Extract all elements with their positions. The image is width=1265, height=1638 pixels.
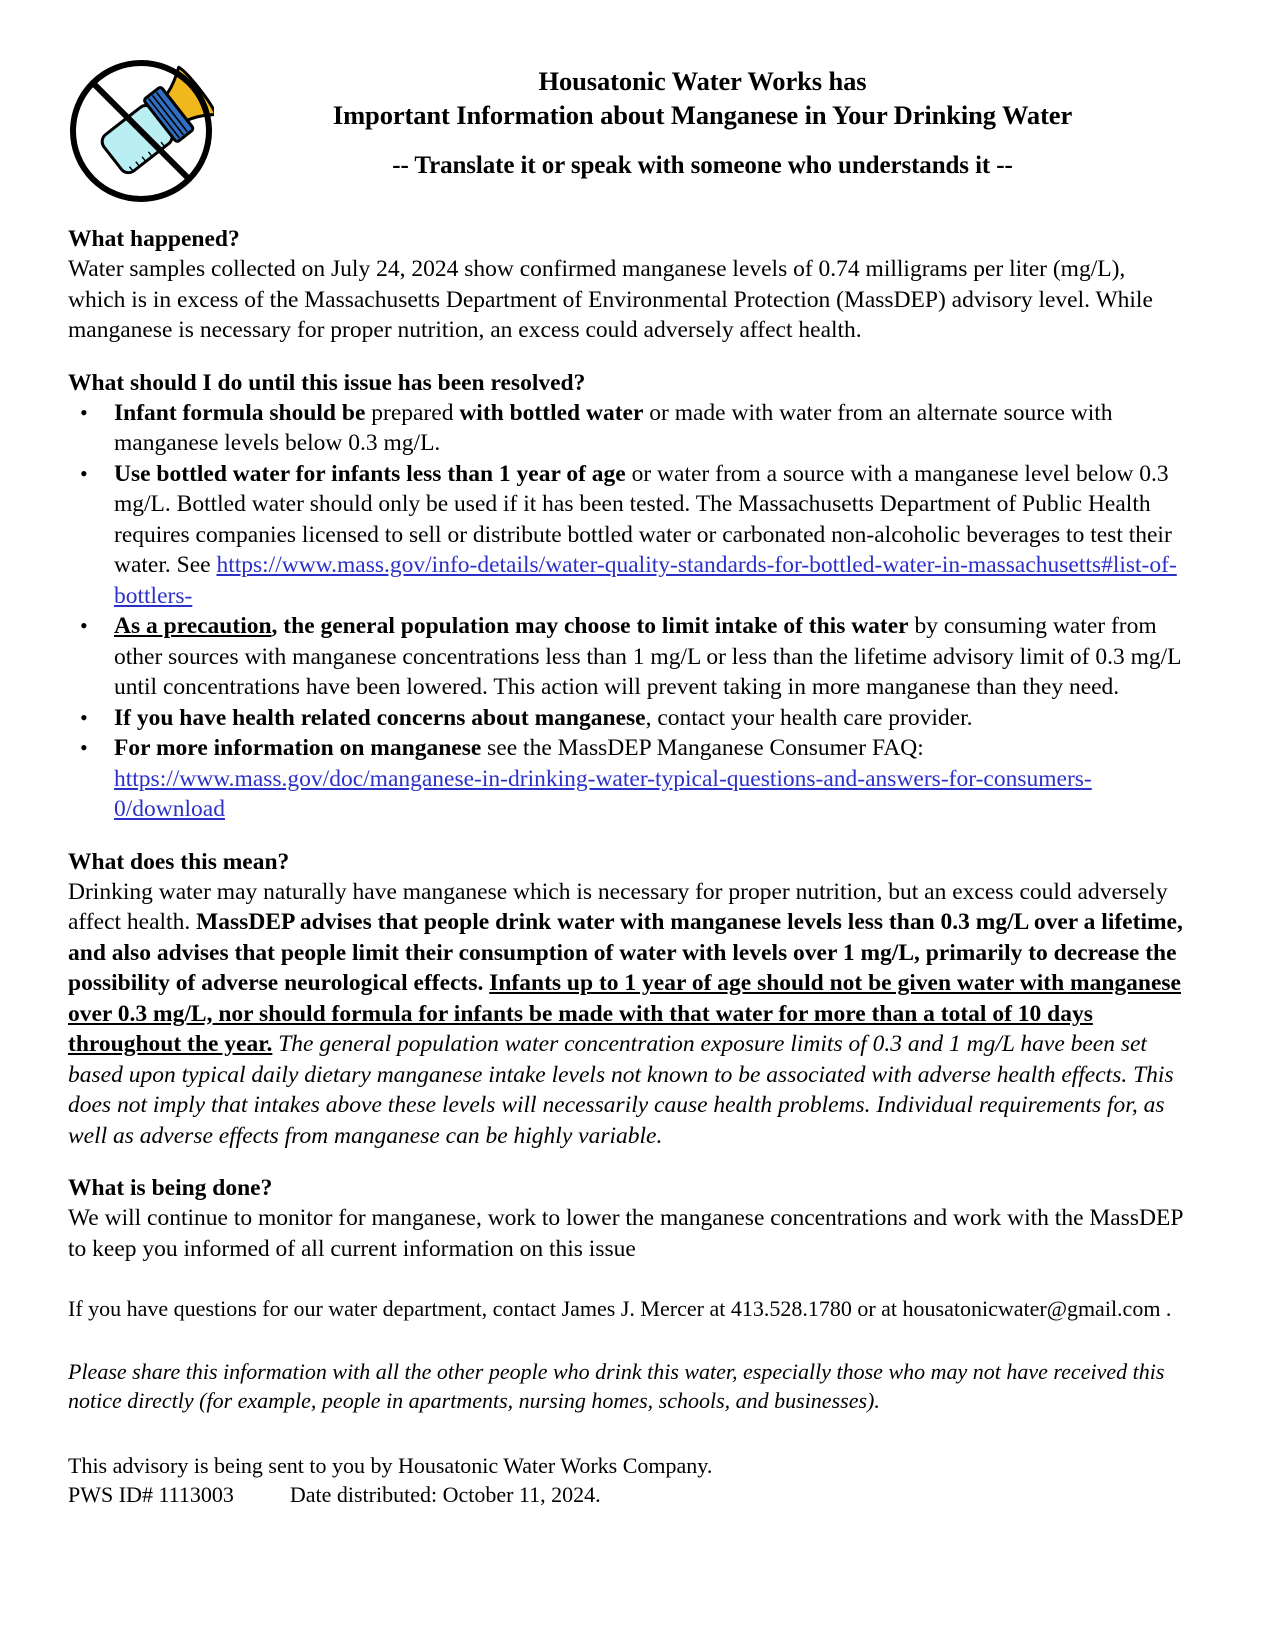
bullet3-plain-1: by consuming water from other sources with manganese concentrations less than 1 mg/L or less than the lifetime advisory limit of 0.3 mg/L until concentrations have been lowered. This action will prevent taking in more manganese than they need.: [114, 613, 1181, 700]
bullet1-bold-2: with bottled water: [459, 399, 644, 426]
footer-line-1: This advisory is being sent to you by Housatonic Water Works Company.: [68, 1453, 713, 1478]
link-bottled-water-standards[interactable]: https://www.mass.gov/info-details/water-quality-standards-for-bottled-water-in-massachusetts#list-of-bottlers-: [114, 552, 1177, 609]
bullet4-bold-1: If you have health related concerns about manganese: [114, 704, 646, 731]
section-what-does-this-mean: [68, 847, 1187, 1152]
bullet5-plain-1: see the MassDEP Manganese Consumer FAQ:: [481, 735, 924, 761]
bullet2-bold-1: Use bottled water for infants less than 1 year of age: [114, 460, 626, 487]
list-item-more-information: [68, 733, 1187, 825]
pws-id: PWS ID# 1113003: [68, 1482, 234, 1507]
title-line-3: -- Translate it or speak with someone who understands it --: [392, 152, 1013, 179]
page-title: [68, 44, 1187, 183]
list-item-bottled-water-infants: [68, 459, 1187, 612]
bullet1-plain-2: or made with water from an alternate source with manganese levels below 0.3 mg/L.: [114, 399, 1113, 456]
title-line-1: Housatonic Water Works has: [538, 66, 867, 96]
title-line-2: Important Information about Manganese in Your Drinking Water: [332, 100, 1073, 130]
bullet4-plain-1: , contact your health care provider.: [645, 704, 973, 731]
paragraph-what-does-this-mean: [68, 877, 1187, 1152]
footer-identifiers: [68, 1480, 1187, 1509]
heading-what-does-this-mean: What does this mean?: [68, 848, 290, 875]
bullet3-bold-1: , the general population may choose to limit intake of this water: [271, 613, 909, 639]
paragraph-share-notice: Please share this information with all the other people who drink this water, especially those who may not have received this notice directly (for example, people in apartments, nursing homes, schools, and businesses).: [68, 1359, 1165, 1413]
advice-bullet-list: [68, 398, 1187, 825]
heading-what-happened: What happened?: [68, 226, 240, 252]
wdtm-plain-1: Drinking water may naturally have manganese which is necessary for proper nutrition, but an excess could adversely affect health.: [68, 878, 1168, 935]
link-manganese-consumer-faq[interactable]: https://www.mass.gov/doc/manganese-in-drinking-water-typical-questions-and-answers-for-consumers-0/download: [114, 765, 1092, 822]
heading-what-is-being-done: What is being done?: [68, 1175, 273, 1201]
section-share-notice: [68, 1357, 1187, 1415]
paragraph-what-happened: Water samples collected on July 24, 2024 show confirmed manganese levels of 0.74 milligrams per liter (mg/L), which is in excess of the Massachusetts Department of Environmental Protection (MassDEP) advisory level. While manganese is necessary for proper nutrition, an excess could adversely affect health.: [68, 256, 1153, 343]
section-contact: [68, 1294, 1187, 1323]
wdtm-italic-1: The general population water concentration exposure limits of 0.3 and 1 mg/L have been set based upon typical daily dietary manganese intake levels not known to be associated with adverse health effects. This does not imply that intakes above these levels will necessarily cause health problems. Individual requirements for, as well as adverse effects from manganese can be highly variable.: [68, 1031, 1174, 1149]
document-header: [68, 44, 1187, 202]
bullet1-bold-1: Infant formula should be: [114, 399, 366, 426]
wdtm-bold-1: MassDEP advises that people drink water with manganese levels less than 0.3 mg/L over a lifetime, and also advises that people limit their consumption of water with levels over 1 mg/L, primarily to decrease the possibility of adverse neurological effects.: [68, 909, 1183, 996]
section-what-happened: [68, 224, 1187, 346]
no-baby-bottle-icon: [68, 58, 214, 204]
list-item-precaution: [68, 611, 1187, 703]
date-distributed: Date distributed: October 11, 2024.: [289, 1482, 601, 1507]
section-what-should-i-do: [68, 368, 1187, 825]
paragraph-what-is-being-done: We will continue to monitor for manganese, work to lower the manganese concentrations and work with the MassDEP to keep you informed of all current information on this issue: [68, 1205, 1183, 1262]
heading-what-should-i-do: What should I do until this issue has been resolved?: [68, 369, 586, 396]
list-item-infant-formula: [68, 398, 1187, 459]
bullet5-bold-1: For more information on manganese: [114, 735, 482, 761]
bullet3-bold-underline: As a precaution: [114, 613, 272, 639]
document-footer: [68, 1451, 1187, 1509]
section-what-is-being-done: [68, 1173, 1187, 1264]
paragraph-contact: If you have questions for our water department, contact James J. Mercer at 413.528.1780 or at housatonicwater@gmail.com .: [68, 1296, 1172, 1321]
list-item-health-concerns: [68, 703, 1187, 734]
bullet2-plain-1: or water from a source with a manganese level below 0.3 mg/L. Bottled water should only be used if it has been tested. The Massachusetts Department of Public Health requires companies licensed to sell or distribute bottled water or carbonated non-alcoholic beverages to test their water. See: [114, 460, 1172, 578]
wdtm-bold-underline-1: Infants up to 1 year of age should not be given water with manganese over 0.3 mg/L, nor should formula for infants be made with that water for more than a total of 10 days throughout the year.: [68, 970, 1181, 1057]
bullet1-plain-1: prepared: [365, 399, 460, 426]
